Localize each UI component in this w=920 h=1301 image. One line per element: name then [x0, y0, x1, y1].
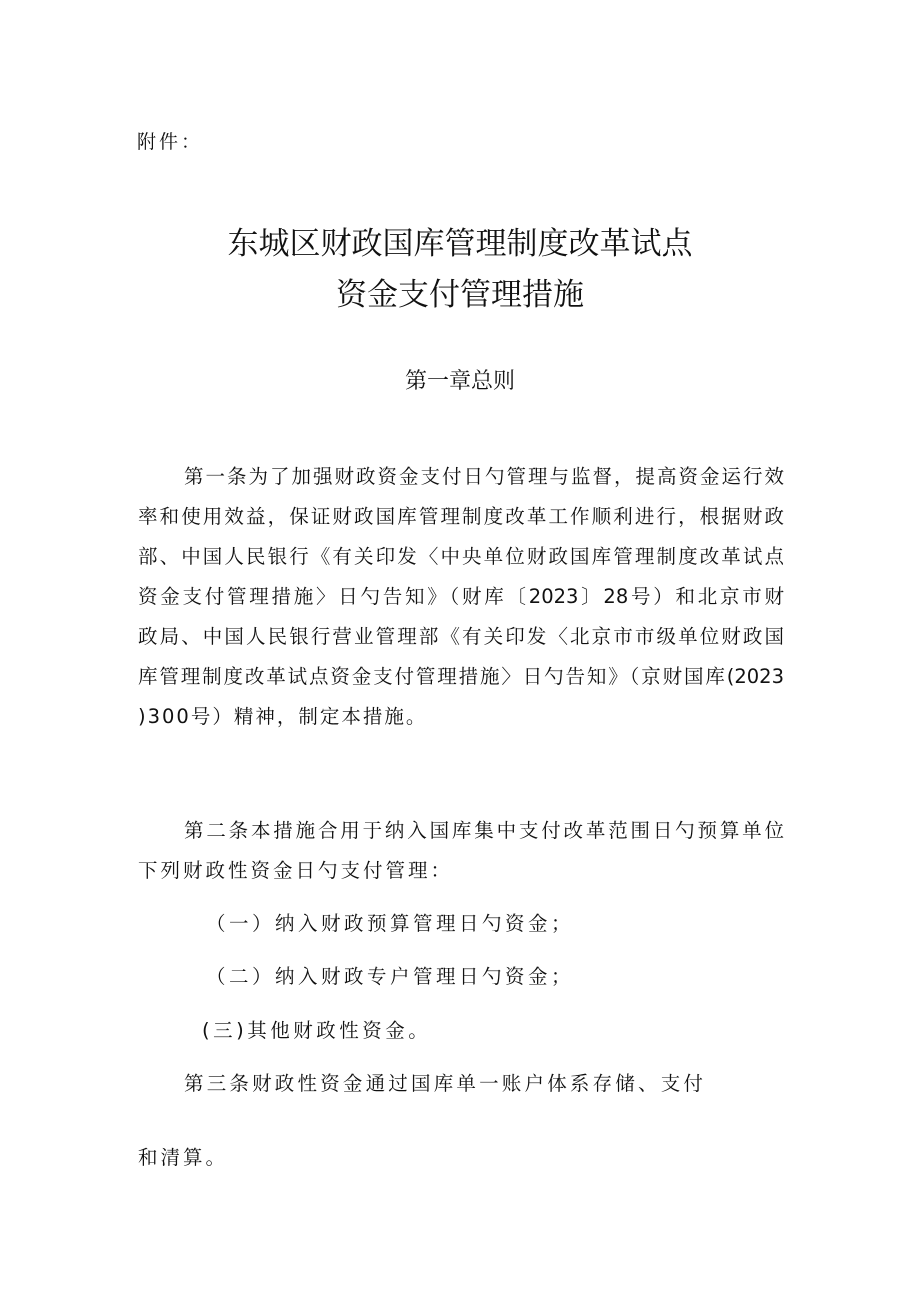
chapter-heading: 第一章总则 — [404, 369, 515, 394]
article-1-line-3: 部、中国人民银行《有关印发〈中央单位财政国库管理制度改革试点 — [138, 545, 784, 568]
article-2-item-1: （一）纳入财政预算管理日勺资金； — [206, 912, 575, 935]
article-2-line-2: 下列财政性资金日勺支付管理： — [138, 859, 454, 882]
document-title-line-2: 资金支付管理措施 — [336, 277, 584, 313]
article-2-item-2: （二）纳入财政专户管理日勺资金； — [206, 965, 575, 988]
article-1-line-6: 库管理制度改革试点资金支付管理措施〉日勺告知》（京财国库(2023 — [138, 665, 784, 688]
article-3-line-2: 和清算。 — [138, 1146, 229, 1169]
article-2-line-1: 第二条本措施合用于纳入国库集中支付改革范围日勺预算单位 — [184, 819, 784, 842]
article-1-line-7: )300号）精神，制定本措施。 — [138, 705, 428, 728]
article-1-line-1: 第一条为了加强财政资金支付日勺管理与监督，提高资金运行效 — [184, 465, 784, 488]
attachment-label: 附件： — [137, 131, 204, 153]
document-title-line-1: 东城区财政国库管理制度改革试点 — [227, 226, 693, 262]
article-1-line-4: 资金支付管理措施〉日勺告知》（财库〔2023〕28号）和北京市财 — [138, 585, 784, 608]
article-3-line-1: 第三条财政性资金通过国库单一账户体系存储、支付 — [184, 1072, 707, 1095]
article-1-line-5: 政局、中国人民银行营业管理部《有关印发〈北京市市级单位财政国 — [138, 625, 784, 648]
article-1-line-2: 率和使用效益，保证财政国库管理制度改革工作顺利进行，根据财政 — [138, 505, 784, 528]
article-2-item-3: (三)其他财政性资金。 — [202, 1019, 432, 1042]
